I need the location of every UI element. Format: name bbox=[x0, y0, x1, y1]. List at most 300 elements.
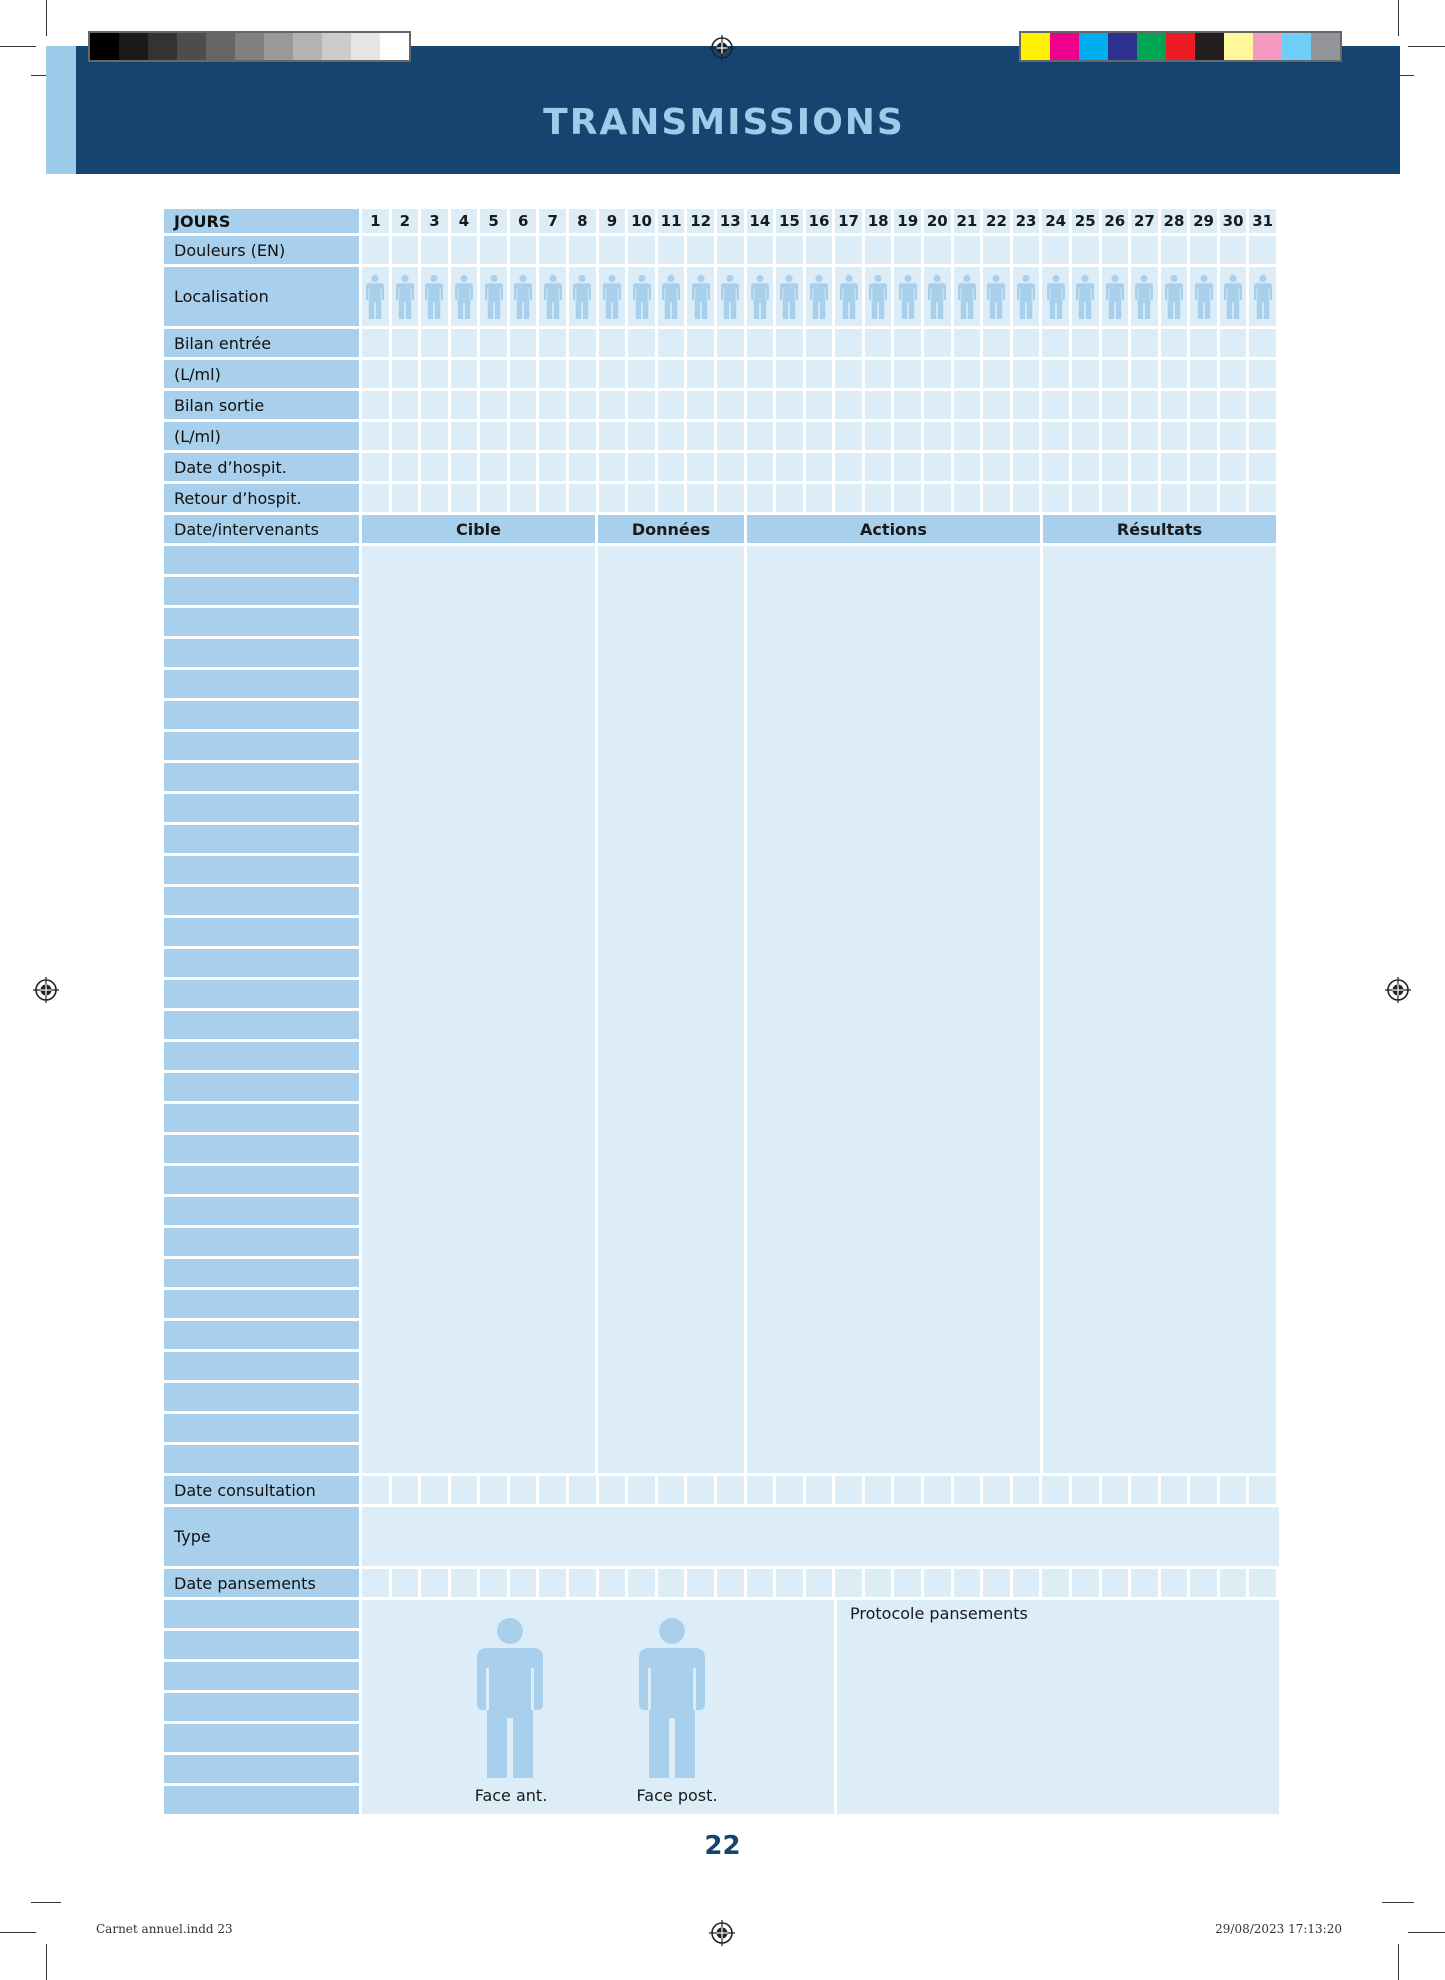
day-entry-cell[interactable] bbox=[983, 236, 1010, 264]
day-entry-cell[interactable] bbox=[894, 267, 921, 326]
day-entry-cell[interactable] bbox=[954, 453, 981, 481]
date-intervenant-entry[interactable] bbox=[164, 701, 359, 729]
dressing-date-cell[interactable] bbox=[747, 1569, 774, 1597]
day-entry-cell[interactable] bbox=[421, 236, 448, 264]
day-entry-cell[interactable] bbox=[983, 453, 1010, 481]
dressing-date-cell[interactable] bbox=[1072, 1569, 1099, 1597]
day-entry-cell[interactable] bbox=[1013, 329, 1040, 357]
day-entry-cell[interactable] bbox=[924, 360, 951, 388]
day-entry-cell[interactable] bbox=[835, 267, 862, 326]
body-diagram-panel[interactable] bbox=[362, 1600, 834, 1814]
date-intervenant-entry[interactable] bbox=[164, 1259, 359, 1287]
day-entry-cell[interactable] bbox=[599, 453, 626, 481]
dressing-date-cell[interactable] bbox=[628, 1569, 655, 1597]
day-entry-cell[interactable] bbox=[451, 391, 478, 419]
day-entry-cell[interactable] bbox=[1013, 236, 1040, 264]
consultation-date-cell[interactable] bbox=[1072, 1476, 1099, 1504]
day-entry-cell[interactable] bbox=[924, 329, 951, 357]
dressing-date-cell[interactable] bbox=[392, 1569, 419, 1597]
day-entry-cell[interactable] bbox=[510, 236, 537, 264]
day-entry-cell[interactable] bbox=[392, 453, 419, 481]
dressing-date-cell[interactable] bbox=[362, 1569, 389, 1597]
day-entry-cell[interactable] bbox=[392, 267, 419, 326]
day-entry-cell[interactable] bbox=[983, 360, 1010, 388]
day-entry-cell[interactable] bbox=[1220, 329, 1247, 357]
day-entry-cell[interactable] bbox=[510, 484, 537, 512]
day-entry-cell[interactable] bbox=[717, 484, 744, 512]
day-entry-cell[interactable] bbox=[1220, 236, 1247, 264]
day-entry-cell[interactable] bbox=[717, 422, 744, 450]
date-intervenant-entry[interactable] bbox=[164, 1135, 359, 1163]
consultation-date-cell[interactable] bbox=[362, 1476, 389, 1504]
day-entry-cell[interactable] bbox=[480, 360, 507, 388]
day-entry-cell[interactable] bbox=[776, 360, 803, 388]
day-entry-cell[interactable] bbox=[1249, 484, 1276, 512]
transmission-column-entry[interactable] bbox=[598, 546, 744, 1473]
day-entry-cell[interactable] bbox=[599, 267, 626, 326]
dressing-date-cell[interactable] bbox=[954, 1569, 981, 1597]
day-entry-cell[interactable] bbox=[510, 391, 537, 419]
consultation-date-cell[interactable] bbox=[865, 1476, 892, 1504]
day-entry-cell[interactable] bbox=[717, 360, 744, 388]
day-entry-cell[interactable] bbox=[835, 236, 862, 264]
day-entry-cell[interactable] bbox=[569, 453, 596, 481]
day-entry-cell[interactable] bbox=[658, 391, 685, 419]
day-entry-cell[interactable] bbox=[539, 484, 566, 512]
consultation-date-cell[interactable] bbox=[510, 1476, 537, 1504]
day-entry-cell[interactable] bbox=[362, 236, 389, 264]
consultation-date-cell[interactable] bbox=[539, 1476, 566, 1504]
day-entry-cell[interactable] bbox=[362, 453, 389, 481]
day-entry-cell[interactable] bbox=[1102, 391, 1129, 419]
day-entry-cell[interactable] bbox=[1161, 422, 1188, 450]
date-intervenant-entry[interactable] bbox=[164, 763, 359, 791]
day-entry-cell[interactable] bbox=[539, 236, 566, 264]
day-entry-cell[interactable] bbox=[865, 236, 892, 264]
consultation-date-cell[interactable] bbox=[569, 1476, 596, 1504]
day-entry-cell[interactable] bbox=[1190, 391, 1217, 419]
day-entry-cell[interactable] bbox=[806, 329, 833, 357]
day-entry-cell[interactable] bbox=[1161, 391, 1188, 419]
day-entry-cell[interactable] bbox=[1072, 391, 1099, 419]
day-entry-cell[interactable] bbox=[1249, 391, 1276, 419]
day-entry-cell[interactable] bbox=[421, 453, 448, 481]
consultation-date-cell[interactable] bbox=[1249, 1476, 1276, 1504]
date-intervenant-entry[interactable] bbox=[164, 608, 359, 636]
consultation-date-cell[interactable] bbox=[776, 1476, 803, 1504]
day-entry-cell[interactable] bbox=[658, 484, 685, 512]
protocol-panel[interactable] bbox=[837, 1600, 1279, 1814]
day-entry-cell[interactable] bbox=[451, 484, 478, 512]
day-entry-cell[interactable] bbox=[924, 422, 951, 450]
day-entry-cell[interactable] bbox=[924, 236, 951, 264]
day-entry-cell[interactable] bbox=[806, 360, 833, 388]
day-entry-cell[interactable] bbox=[894, 453, 921, 481]
day-entry-cell[interactable] bbox=[1072, 267, 1099, 326]
day-entry-cell[interactable] bbox=[392, 360, 419, 388]
day-entry-cell[interactable] bbox=[451, 236, 478, 264]
day-entry-cell[interactable] bbox=[451, 422, 478, 450]
day-entry-cell[interactable] bbox=[421, 329, 448, 357]
date-intervenant-entry[interactable] bbox=[164, 887, 359, 915]
dressing-date-cell[interactable] bbox=[539, 1569, 566, 1597]
day-entry-cell[interactable] bbox=[599, 422, 626, 450]
date-intervenant-entry[interactable] bbox=[164, 577, 359, 605]
day-entry-cell[interactable] bbox=[421, 360, 448, 388]
consultation-date-cell[interactable] bbox=[451, 1476, 478, 1504]
dressing-date-cell[interactable] bbox=[1013, 1569, 1040, 1597]
dressing-date-cell[interactable] bbox=[599, 1569, 626, 1597]
day-entry-cell[interactable] bbox=[1249, 267, 1276, 326]
consultation-date-cell[interactable] bbox=[835, 1476, 862, 1504]
date-intervenant-entry[interactable] bbox=[164, 949, 359, 977]
date-intervenant-entry[interactable] bbox=[164, 1104, 359, 1132]
day-entry-cell[interactable] bbox=[392, 391, 419, 419]
day-entry-cell[interactable] bbox=[1131, 391, 1158, 419]
day-entry-cell[interactable] bbox=[658, 267, 685, 326]
day-entry-cell[interactable] bbox=[776, 422, 803, 450]
day-entry-cell[interactable] bbox=[362, 329, 389, 357]
day-entry-cell[interactable] bbox=[747, 236, 774, 264]
day-entry-cell[interactable] bbox=[1190, 484, 1217, 512]
dressing-entry-row[interactable] bbox=[164, 1724, 359, 1752]
day-entry-cell[interactable] bbox=[806, 453, 833, 481]
day-entry-cell[interactable] bbox=[687, 267, 714, 326]
dressing-entry-row[interactable] bbox=[164, 1786, 359, 1814]
consultation-date-cell[interactable] bbox=[924, 1476, 951, 1504]
day-entry-cell[interactable] bbox=[451, 267, 478, 326]
day-entry-cell[interactable] bbox=[1102, 360, 1129, 388]
day-entry-cell[interactable] bbox=[1072, 236, 1099, 264]
day-entry-cell[interactable] bbox=[894, 360, 921, 388]
dressing-date-cell[interactable] bbox=[894, 1569, 921, 1597]
day-entry-cell[interactable] bbox=[1042, 329, 1069, 357]
dressing-date-cell[interactable] bbox=[717, 1569, 744, 1597]
day-entry-cell[interactable] bbox=[1249, 360, 1276, 388]
day-entry-cell[interactable] bbox=[1249, 329, 1276, 357]
dressing-date-cell[interactable] bbox=[983, 1569, 1010, 1597]
day-entry-cell[interactable] bbox=[569, 422, 596, 450]
consultation-date-cell[interactable] bbox=[1042, 1476, 1069, 1504]
date-intervenant-entry[interactable] bbox=[164, 1166, 359, 1194]
day-entry-cell[interactable] bbox=[806, 422, 833, 450]
day-entry-cell[interactable] bbox=[983, 422, 1010, 450]
day-entry-cell[interactable] bbox=[658, 360, 685, 388]
day-entry-cell[interactable] bbox=[1220, 391, 1247, 419]
day-entry-cell[interactable] bbox=[776, 484, 803, 512]
day-entry-cell[interactable] bbox=[687, 329, 714, 357]
day-entry-cell[interactable] bbox=[865, 453, 892, 481]
day-entry-cell[interactable] bbox=[747, 484, 774, 512]
day-entry-cell[interactable] bbox=[1042, 422, 1069, 450]
dressing-date-cell[interactable] bbox=[1249, 1569, 1276, 1597]
date-intervenant-entry[interactable] bbox=[164, 1321, 359, 1349]
day-entry-cell[interactable] bbox=[1220, 453, 1247, 481]
day-entry-cell[interactable] bbox=[776, 329, 803, 357]
consultation-date-cell[interactable] bbox=[717, 1476, 744, 1504]
day-entry-cell[interactable] bbox=[687, 453, 714, 481]
day-entry-cell[interactable] bbox=[687, 391, 714, 419]
dressing-date-cell[interactable] bbox=[421, 1569, 448, 1597]
day-entry-cell[interactable] bbox=[1072, 484, 1099, 512]
day-entry-cell[interactable] bbox=[687, 236, 714, 264]
date-intervenant-entry[interactable] bbox=[164, 1228, 359, 1256]
transmission-column-entry[interactable] bbox=[362, 546, 595, 1473]
day-entry-cell[interactable] bbox=[1131, 422, 1158, 450]
day-entry-cell[interactable] bbox=[1042, 391, 1069, 419]
day-entry-cell[interactable] bbox=[806, 267, 833, 326]
day-entry-cell[interactable] bbox=[1220, 360, 1247, 388]
date-intervenant-entry[interactable] bbox=[164, 639, 359, 667]
day-entry-cell[interactable] bbox=[539, 329, 566, 357]
date-intervenant-entry[interactable] bbox=[164, 794, 359, 822]
dressing-date-cell[interactable] bbox=[480, 1569, 507, 1597]
day-entry-cell[interactable] bbox=[1161, 453, 1188, 481]
dressing-entry-row[interactable] bbox=[164, 1631, 359, 1659]
day-entry-cell[interactable] bbox=[1161, 329, 1188, 357]
day-entry-cell[interactable] bbox=[1042, 453, 1069, 481]
dressing-date-cell[interactable] bbox=[510, 1569, 537, 1597]
day-entry-cell[interactable] bbox=[628, 267, 655, 326]
consultation-date-cell[interactable] bbox=[421, 1476, 448, 1504]
day-entry-cell[interactable] bbox=[954, 236, 981, 264]
date-intervenant-entry[interactable] bbox=[164, 1073, 359, 1101]
dressing-date-cell[interactable] bbox=[1131, 1569, 1158, 1597]
day-entry-cell[interactable] bbox=[983, 484, 1010, 512]
transmission-column-entry[interactable] bbox=[747, 546, 1040, 1473]
day-entry-cell[interactable] bbox=[776, 267, 803, 326]
day-entry-cell[interactable] bbox=[362, 422, 389, 450]
consultation-date-cell[interactable] bbox=[747, 1476, 774, 1504]
day-entry-cell[interactable] bbox=[717, 267, 744, 326]
day-entry-cell[interactable] bbox=[1102, 484, 1129, 512]
day-entry-cell[interactable] bbox=[894, 391, 921, 419]
dressing-date-cell[interactable] bbox=[835, 1569, 862, 1597]
day-entry-cell[interactable] bbox=[894, 422, 921, 450]
day-entry-cell[interactable] bbox=[1190, 329, 1217, 357]
day-entry-cell[interactable] bbox=[1131, 267, 1158, 326]
day-entry-cell[interactable] bbox=[687, 484, 714, 512]
consultation-date-cell[interactable] bbox=[687, 1476, 714, 1504]
date-intervenant-entry[interactable] bbox=[164, 670, 359, 698]
day-entry-cell[interactable] bbox=[1102, 422, 1129, 450]
consultation-date-cell[interactable] bbox=[658, 1476, 685, 1504]
dressing-entry-row[interactable] bbox=[164, 1693, 359, 1721]
dressing-entry-row[interactable] bbox=[164, 1755, 359, 1783]
consultation-date-cell[interactable] bbox=[1161, 1476, 1188, 1504]
day-entry-cell[interactable] bbox=[1131, 453, 1158, 481]
day-entry-cell[interactable] bbox=[1013, 484, 1040, 512]
day-entry-cell[interactable] bbox=[628, 484, 655, 512]
day-entry-cell[interactable] bbox=[1013, 391, 1040, 419]
date-intervenant-entry[interactable] bbox=[164, 1290, 359, 1318]
day-entry-cell[interactable] bbox=[480, 422, 507, 450]
day-entry-cell[interactable] bbox=[1042, 236, 1069, 264]
day-entry-cell[interactable] bbox=[569, 236, 596, 264]
day-entry-cell[interactable] bbox=[1072, 422, 1099, 450]
date-intervenant-entry[interactable] bbox=[164, 1197, 359, 1225]
day-entry-cell[interactable] bbox=[865, 484, 892, 512]
day-entry-cell[interactable] bbox=[747, 453, 774, 481]
day-entry-cell[interactable] bbox=[717, 391, 744, 419]
consultation-date-cell[interactable] bbox=[1131, 1476, 1158, 1504]
day-entry-cell[interactable] bbox=[924, 484, 951, 512]
day-entry-cell[interactable] bbox=[776, 453, 803, 481]
day-entry-cell[interactable] bbox=[1102, 453, 1129, 481]
day-entry-cell[interactable] bbox=[1190, 422, 1217, 450]
day-entry-cell[interactable] bbox=[1102, 267, 1129, 326]
date-intervenant-entry[interactable] bbox=[164, 856, 359, 884]
day-entry-cell[interactable] bbox=[392, 236, 419, 264]
day-entry-cell[interactable] bbox=[539, 453, 566, 481]
day-entry-cell[interactable] bbox=[628, 236, 655, 264]
day-entry-cell[interactable] bbox=[1190, 360, 1217, 388]
day-entry-cell[interactable] bbox=[599, 329, 626, 357]
day-entry-cell[interactable] bbox=[1161, 360, 1188, 388]
day-entry-cell[interactable] bbox=[1072, 360, 1099, 388]
dressing-date-cell[interactable] bbox=[806, 1569, 833, 1597]
day-entry-cell[interactable] bbox=[480, 391, 507, 419]
consultation-date-cell[interactable] bbox=[1102, 1476, 1129, 1504]
day-entry-cell[interactable] bbox=[835, 484, 862, 512]
day-entry-cell[interactable] bbox=[1102, 329, 1129, 357]
day-entry-cell[interactable] bbox=[362, 267, 389, 326]
day-entry-cell[interactable] bbox=[569, 484, 596, 512]
day-entry-cell[interactable] bbox=[1161, 484, 1188, 512]
dressing-entry-row[interactable] bbox=[164, 1600, 359, 1628]
dressing-date-cell[interactable] bbox=[569, 1569, 596, 1597]
day-entry-cell[interactable] bbox=[1013, 453, 1040, 481]
consultation-date-cell[interactable] bbox=[1220, 1476, 1247, 1504]
consultation-date-cell[interactable] bbox=[1190, 1476, 1217, 1504]
day-entry-cell[interactable] bbox=[924, 391, 951, 419]
day-entry-cell[interactable] bbox=[865, 422, 892, 450]
date-intervenant-entry[interactable] bbox=[164, 918, 359, 946]
day-entry-cell[interactable] bbox=[1220, 267, 1247, 326]
day-entry-cell[interactable] bbox=[835, 360, 862, 388]
day-entry-cell[interactable] bbox=[865, 360, 892, 388]
day-entry-cell[interactable] bbox=[658, 422, 685, 450]
dressing-date-cell[interactable] bbox=[1161, 1569, 1188, 1597]
day-entry-cell[interactable] bbox=[1131, 484, 1158, 512]
day-entry-cell[interactable] bbox=[954, 391, 981, 419]
day-entry-cell[interactable] bbox=[569, 391, 596, 419]
dressing-date-cell[interactable] bbox=[1190, 1569, 1217, 1597]
day-entry-cell[interactable] bbox=[510, 329, 537, 357]
day-entry-cell[interactable] bbox=[1161, 236, 1188, 264]
day-entry-cell[interactable] bbox=[1190, 453, 1217, 481]
day-entry-cell[interactable] bbox=[1249, 422, 1276, 450]
day-entry-cell[interactable] bbox=[451, 329, 478, 357]
date-intervenant-entry[interactable] bbox=[164, 1445, 359, 1473]
day-entry-cell[interactable] bbox=[806, 236, 833, 264]
day-entry-cell[interactable] bbox=[1072, 329, 1099, 357]
day-entry-cell[interactable] bbox=[480, 236, 507, 264]
day-entry-cell[interactable] bbox=[954, 329, 981, 357]
dressing-date-cell[interactable] bbox=[924, 1569, 951, 1597]
day-entry-cell[interactable] bbox=[806, 484, 833, 512]
day-entry-cell[interactable] bbox=[894, 329, 921, 357]
consultation-date-cell[interactable] bbox=[1013, 1476, 1040, 1504]
day-entry-cell[interactable] bbox=[1190, 236, 1217, 264]
day-entry-cell[interactable] bbox=[510, 422, 537, 450]
consultation-date-cell[interactable] bbox=[599, 1476, 626, 1504]
day-entry-cell[interactable] bbox=[451, 453, 478, 481]
day-entry-cell[interactable] bbox=[806, 391, 833, 419]
day-entry-cell[interactable] bbox=[1131, 329, 1158, 357]
day-entry-cell[interactable] bbox=[776, 236, 803, 264]
day-entry-cell[interactable] bbox=[1042, 484, 1069, 512]
day-entry-cell[interactable] bbox=[362, 391, 389, 419]
day-entry-cell[interactable] bbox=[392, 484, 419, 512]
day-entry-cell[interactable] bbox=[569, 329, 596, 357]
dressing-date-cell[interactable] bbox=[1042, 1569, 1069, 1597]
date-intervenant-entry[interactable] bbox=[164, 1011, 359, 1039]
day-entry-cell[interactable] bbox=[569, 360, 596, 388]
day-entry-cell[interactable] bbox=[421, 422, 448, 450]
day-entry-cell[interactable] bbox=[628, 422, 655, 450]
day-entry-cell[interactable] bbox=[983, 329, 1010, 357]
date-intervenant-entry[interactable] bbox=[164, 1352, 359, 1380]
day-entry-cell[interactable] bbox=[835, 391, 862, 419]
day-entry-cell[interactable] bbox=[480, 267, 507, 326]
day-entry-cell[interactable] bbox=[510, 360, 537, 388]
day-entry-cell[interactable] bbox=[717, 453, 744, 481]
day-entry-cell[interactable] bbox=[421, 484, 448, 512]
consultation-date-cell[interactable] bbox=[480, 1476, 507, 1504]
day-entry-cell[interactable] bbox=[717, 236, 744, 264]
day-entry-cell[interactable] bbox=[1131, 360, 1158, 388]
day-entry-cell[interactable] bbox=[717, 329, 744, 357]
day-entry-cell[interactable] bbox=[539, 267, 566, 326]
day-entry-cell[interactable] bbox=[865, 329, 892, 357]
day-entry-cell[interactable] bbox=[599, 360, 626, 388]
day-entry-cell[interactable] bbox=[1249, 453, 1276, 481]
day-entry-cell[interactable] bbox=[599, 236, 626, 264]
day-entry-cell[interactable] bbox=[1013, 267, 1040, 326]
day-entry-cell[interactable] bbox=[362, 360, 389, 388]
dressing-date-cell[interactable] bbox=[776, 1569, 803, 1597]
consultation-date-cell[interactable] bbox=[894, 1476, 921, 1504]
type-entry[interactable] bbox=[362, 1507, 1279, 1566]
day-entry-cell[interactable] bbox=[480, 484, 507, 512]
day-entry-cell[interactable] bbox=[1190, 267, 1217, 326]
day-entry-cell[interactable] bbox=[747, 391, 774, 419]
day-entry-cell[interactable] bbox=[954, 360, 981, 388]
day-entry-cell[interactable] bbox=[747, 329, 774, 357]
day-entry-cell[interactable] bbox=[835, 422, 862, 450]
day-entry-cell[interactable] bbox=[1042, 360, 1069, 388]
day-entry-cell[interactable] bbox=[451, 360, 478, 388]
consultation-date-cell[interactable] bbox=[628, 1476, 655, 1504]
consultation-date-cell[interactable] bbox=[392, 1476, 419, 1504]
dressing-entry-row[interactable] bbox=[164, 1662, 359, 1690]
date-intervenant-entry[interactable] bbox=[164, 546, 359, 574]
day-entry-cell[interactable] bbox=[983, 267, 1010, 326]
day-entry-cell[interactable] bbox=[1042, 267, 1069, 326]
day-entry-cell[interactable] bbox=[569, 267, 596, 326]
day-entry-cell[interactable] bbox=[1013, 422, 1040, 450]
day-entry-cell[interactable] bbox=[392, 422, 419, 450]
day-entry-cell[interactable] bbox=[865, 391, 892, 419]
day-entry-cell[interactable] bbox=[1072, 453, 1099, 481]
date-intervenant-entry[interactable] bbox=[164, 1414, 359, 1442]
day-entry-cell[interactable] bbox=[954, 267, 981, 326]
day-entry-cell[interactable] bbox=[539, 391, 566, 419]
day-entry-cell[interactable] bbox=[894, 236, 921, 264]
day-entry-cell[interactable] bbox=[628, 360, 655, 388]
consultation-date-cell[interactable] bbox=[983, 1476, 1010, 1504]
